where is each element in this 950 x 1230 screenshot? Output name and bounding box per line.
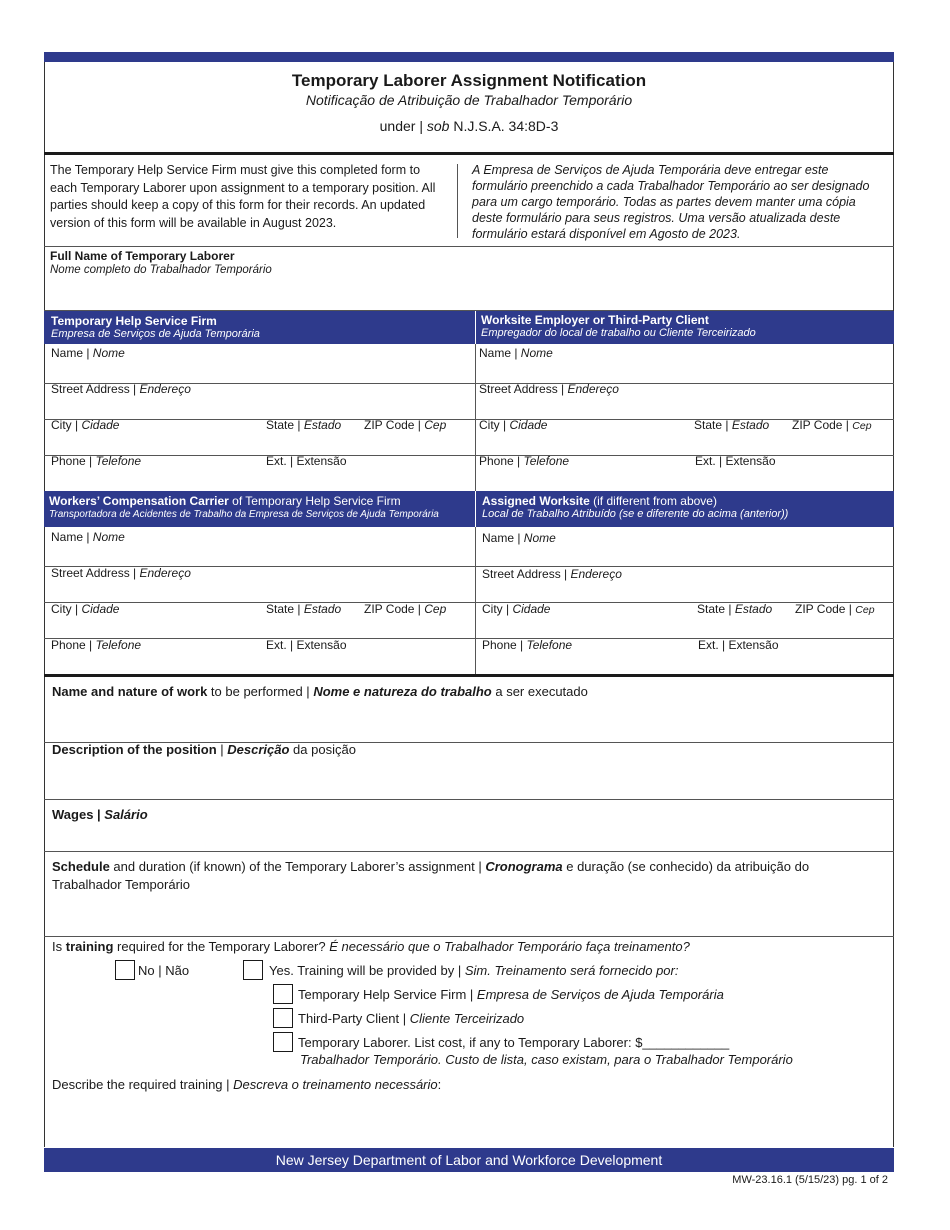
client-header: Worksite Employer or Third-Party Client Empregador do local de trabalho ou Cliente Terceirizado (476, 311, 894, 344)
firm-phone-field[interactable]: Phone | Telefone (51, 454, 142, 468)
worksite-phone-field[interactable]: Phone | Telefone (482, 638, 573, 652)
section2-rule (44, 674, 894, 677)
worksite-zip-field[interactable]: ZIP Code | Cep (795, 602, 875, 616)
page-subtitle: Notificação de Atribuição de Trabalhador Temporário (305, 92, 633, 108)
provider-firm-checkbox[interactable] (273, 984, 293, 1004)
worksite-ext-field[interactable]: Ext. | Extensão (698, 638, 779, 652)
intro-english: The Temporary Help Service Firm must give this completed form to each Temporary Laborer upon assignment to a temporary position. All parties should keep a copy of this form for their records. An updated version of this form will be available in August 2023. (50, 163, 436, 230)
worksite-name-field[interactable]: Name | Nome (482, 531, 556, 545)
full-name-field[interactable] (44, 247, 893, 311)
schedule-field[interactable]: Schedule and duration (if known) of the Temporary Laborer’s assignment | Cronograma e duração (se conhecido) da atribuição do Trabalhador Temporário (52, 859, 810, 892)
firm-ext-field[interactable]: Ext. | Extensão (266, 454, 347, 468)
client-zip-field[interactable]: ZIP Code | Cep (792, 418, 872, 432)
work-nature-field[interactable]: Name and nature of work to be performed | Nome e natureza do trabalho a ser executado (52, 684, 588, 699)
client-street-field[interactable]: Street Address | Endereço (479, 382, 619, 396)
position-description-field[interactable]: Description of the position | Descrição da posição (52, 742, 356, 757)
left-border (44, 62, 45, 1147)
client-ext-field[interactable]: Ext. | Extensão (695, 454, 776, 468)
firm-header: Temporary Help Service Firm Empresa de Serviços de Ajuda Temporária (44, 311, 475, 344)
worksite-city-field[interactable]: City | Cidade (482, 602, 551, 616)
top-band (44, 52, 894, 62)
intro-portuguese: A Empresa de Serviços de Ajuda Temporária deve entregar este formulário preenchido a cada Trabalhador Temporário ao ser designado para um cargo temporário. Todas as partes devem manter uma cópia deste formulário para seus registros. Uma versão atualizada deste formulário estará disponível em Agosto de 2023. (472, 163, 870, 241)
section1-divider (475, 344, 476, 491)
carrier-header: Workers’ Compensation Carrier of Temporary Help Service Firm Transportadora de Acidentes de Trabalho da Empresa de Serviços de Ajuda Temporária (44, 491, 475, 527)
page-title: Temporary Laborer Assignment Notification (291, 71, 647, 90)
training-no-label: No | Não (138, 963, 190, 978)
client-city-field[interactable]: City | Cidade (479, 418, 548, 432)
firm-city-field[interactable]: City | Cidade (51, 418, 120, 432)
carrier-state-field[interactable]: State | Estado (266, 602, 342, 616)
provider-client-label: Third-Party Client | Cliente Terceirizado (298, 1011, 525, 1026)
right-border (893, 62, 894, 1147)
carrier-street-field[interactable]: Street Address | Endereço (51, 566, 191, 580)
carrier-name-field[interactable]: Name | Nome (51, 530, 125, 544)
provider-client-checkbox[interactable] (273, 1008, 293, 1028)
title-rule (44, 152, 894, 155)
training-no-checkbox[interactable] (115, 960, 135, 980)
provider-laborer-checkbox[interactable] (273, 1032, 293, 1052)
training-description-field[interactable]: Describe the required training | Descreva o treinamento necessário: (52, 1077, 442, 1092)
form-id: MW-23.16.1 (5/15/23) pg. 1 of 2 (732, 1174, 888, 1186)
firm-zip-field[interactable]: ZIP Code | Cep (364, 418, 447, 432)
firm-street-field[interactable]: Street Address | Endereço (51, 382, 191, 396)
carrier-phone-field[interactable]: Phone | Telefone (51, 638, 142, 652)
full-name-label: Full Name of Temporary Laborer (50, 249, 235, 263)
statute: under | sob N.J.S.A. 34:8D-3 (379, 118, 559, 134)
training-question: Is training required for the Temporary Laborer? É necessário que o Trabalhador Temporário faça treinamento? (52, 939, 690, 954)
training-yes-checkbox[interactable] (243, 960, 263, 980)
footer-agency: New Jersey Department of Labor and Workforce Development (275, 1152, 663, 1168)
carrier-zip-field[interactable]: ZIP Code | Cep (364, 602, 447, 616)
firm-name-field[interactable]: Name | Nome (51, 346, 125, 360)
provider-firm-label: Temporary Help Service Firm | Empresa de Serviços de Ajuda Temporária (298, 987, 724, 1002)
training-yes-label: Yes. Training will be provided by | Sim. Treinamento será fornecido por: (269, 963, 679, 978)
carrier-ext-field[interactable]: Ext. | Extensão (266, 638, 347, 652)
provider-laborer-label-pt: Trabalhador Temporário. Custo de lista, caso existam, para o Trabalhador Temporário (300, 1052, 793, 1067)
carrier-city-field[interactable]: City | Cidade (51, 602, 120, 616)
section2-divider (475, 527, 476, 675)
intro-divider (457, 164, 458, 238)
footer-band (44, 1148, 894, 1172)
client-state-field[interactable]: State | Estado (694, 418, 770, 432)
worksite-state-field[interactable]: State | Estado (697, 602, 773, 616)
wages-field[interactable]: Wages | Salário (52, 807, 148, 822)
title-block (44, 70, 894, 135)
provider-laborer-label: Temporary Laborer. List cost, if any to Temporary Laborer: $____________ (298, 1035, 730, 1050)
full-name-label-pt: Nome completo do Trabalhador Temporário (50, 264, 272, 276)
firm-state-field[interactable]: State | Estado (266, 418, 342, 432)
client-phone-field[interactable]: Phone | Telefone (479, 454, 570, 468)
worksite-street-field[interactable]: Street Address | Endereço (482, 567, 622, 581)
client-name-field[interactable]: Name | Nome (479, 346, 553, 360)
worksite-header: Assigned Worksite (if different from above) Local de Trabalho Atribuído (se e diferente do acima (anterior)) (476, 491, 894, 527)
